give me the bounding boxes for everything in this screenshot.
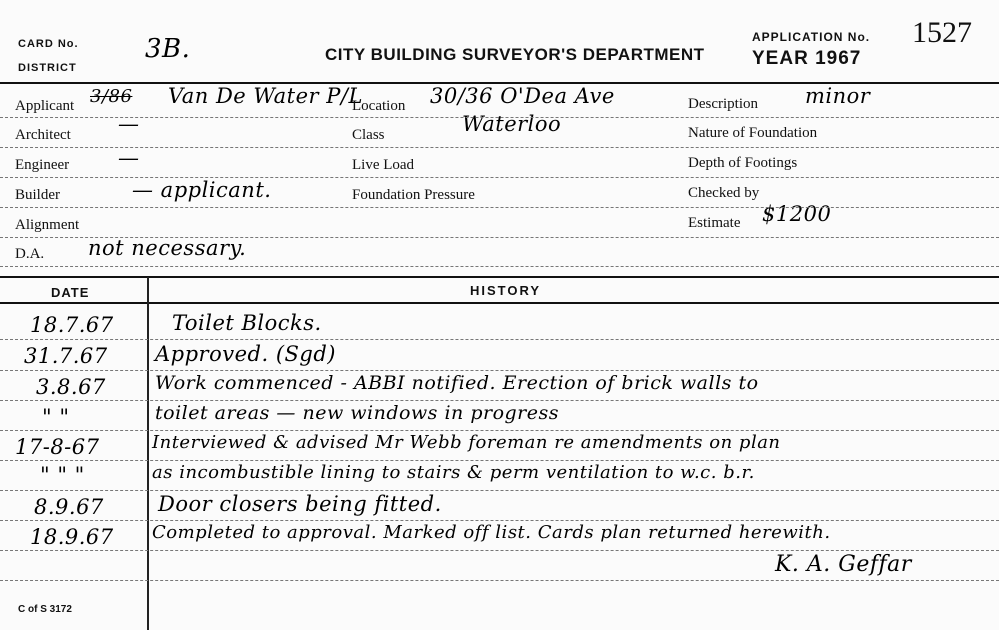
da-label: D.A.	[15, 246, 45, 262]
nature-of-foundation-label: Nature of Foundation	[688, 125, 818, 141]
live-load-label: Live Load	[352, 157, 415, 173]
inspector-signature: K. A. Geffar	[775, 552, 912, 577]
applicant-label: Applicant	[15, 98, 75, 114]
card-no-value: 3B.	[145, 34, 191, 64]
architect-label: Architect	[15, 127, 71, 143]
checked-by-label: Checked by	[688, 185, 760, 201]
field-rule	[0, 266, 999, 267]
field-rule	[0, 117, 999, 118]
description-label: Description	[688, 96, 758, 112]
location-value: 30/36 O'Dea Ave	[430, 84, 615, 108]
alignment-label: Alignment	[15, 217, 80, 233]
description-value: minor	[805, 84, 871, 108]
district-label: DISTRICT	[18, 62, 77, 74]
form-code: C of S 3172	[18, 604, 72, 615]
row-rule	[0, 339, 999, 340]
field-rule	[0, 177, 999, 178]
row-rule	[0, 550, 999, 551]
row-rule	[0, 460, 999, 461]
foundation-pressure-label: Foundation Pressure	[352, 187, 475, 203]
history-column-header: HISTORY	[470, 283, 542, 298]
engineer-value: —	[118, 146, 140, 170]
history-date: 3.8.67	[36, 375, 106, 399]
architect-value: —	[118, 112, 140, 136]
field-rule	[0, 207, 999, 208]
date-column-divider	[147, 277, 149, 630]
history-text: Approved. (Sgd)	[155, 342, 336, 366]
builder-value: — applicant.	[132, 178, 272, 202]
history-date: " "	[42, 405, 70, 429]
row-rule	[0, 430, 999, 431]
history-header-rule	[0, 302, 999, 304]
estimate-value: $1200	[762, 202, 832, 226]
applicant-value: Van De Water P/L	[168, 84, 363, 108]
row-rule	[0, 490, 999, 491]
row-rule	[0, 580, 999, 581]
history-date: 18.7.67	[30, 313, 114, 337]
history-date: " " "	[40, 463, 85, 487]
history-date: 18.9.67	[30, 525, 114, 549]
year-label: YEAR 1967	[752, 48, 862, 69]
row-rule	[0, 370, 999, 371]
history-top-rule	[0, 276, 999, 278]
row-rule	[0, 520, 999, 521]
history-date: 17-8-67	[15, 435, 100, 459]
application-number: 1527	[912, 16, 972, 49]
history-text: Work commenced - ABBI notified. Erection of brick walls to	[155, 372, 759, 394]
history-text: Toilet Blocks.	[172, 311, 322, 335]
card-no-label: CARD No.	[18, 38, 79, 50]
class-value: Waterloo	[462, 112, 562, 136]
department-title: CITY BUILDING SURVEYOR'S DEPARTMENT	[325, 45, 705, 64]
history-date: 8.9.67	[34, 495, 104, 519]
history-text: Door closers being fitted.	[158, 492, 442, 516]
builder-label: Builder	[15, 187, 60, 203]
engineer-label: Engineer	[15, 157, 70, 173]
da-value: not necessary.	[88, 236, 247, 260]
date-column-header: DATE	[51, 285, 90, 300]
field-rule	[0, 237, 999, 238]
row-rule	[0, 400, 999, 401]
field-rule	[0, 147, 999, 148]
estimate-label: Estimate	[688, 215, 741, 231]
class-label: Class	[352, 127, 385, 143]
depth-of-footings-label: Depth of Footings	[688, 155, 798, 171]
applicant-struck-value: 3/86	[90, 86, 133, 107]
application-label: APPLICATION No.	[752, 30, 871, 44]
history-text: Completed to approval. Marked off list. Cards plan returned herewith.	[152, 522, 831, 543]
history-date: 31.7.67	[24, 344, 108, 368]
history-text: as incombustible lining to stairs & perm ventilation to w.c. b.r.	[152, 462, 755, 483]
history-text: Interviewed & advised Mr Webb foreman re amendments on plan	[152, 432, 781, 453]
history-text: toilet areas — new windows in progress	[155, 402, 560, 424]
location-label: Location	[352, 98, 406, 114]
